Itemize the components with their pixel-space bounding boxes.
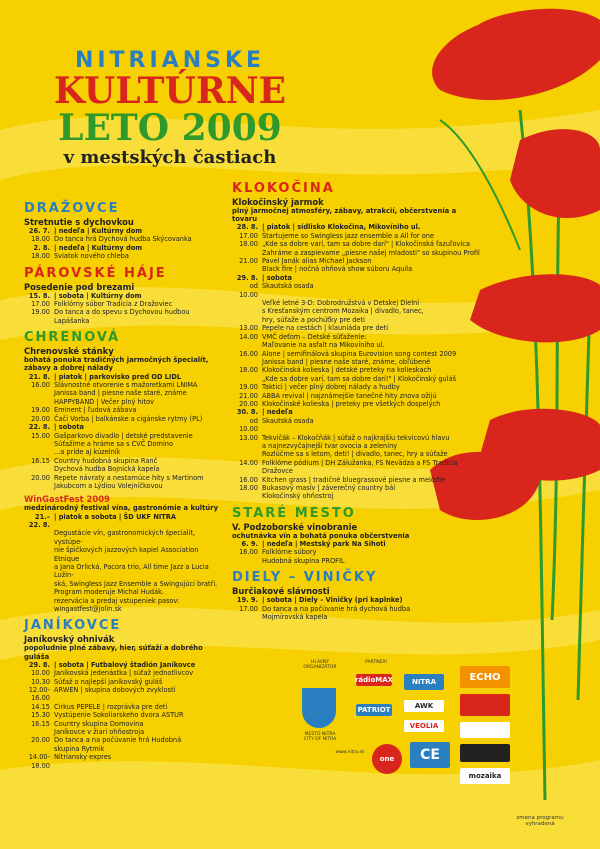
footnote: zmena programu vyhradená — [516, 815, 564, 827]
row-time — [232, 442, 262, 450]
schedule-row — [232, 257, 480, 265]
row-time: 15.30 — [31, 711, 50, 720]
row-time: 19. 9. — [236, 596, 258, 605]
row-time — [24, 398, 54, 406]
row-text: Janissa band | piesne naše staré, známe, obľúbené — [262, 357, 431, 366]
row-time — [24, 728, 54, 736]
schedule-row — [24, 235, 224, 243]
row-time: 18.00 — [31, 252, 50, 261]
row-time: 18.00 — [239, 484, 258, 492]
schedule-row — [24, 482, 224, 490]
schedule-row — [232, 450, 480, 458]
row-text: Do tanca a do spevu s Dychovou hudbou — [54, 308, 190, 317]
row-text: ABBA revival | najznámejšie tanečné hity znova ožijú — [262, 391, 437, 400]
section-drazovce — [24, 200, 224, 261]
row-time: 20.00 — [31, 414, 50, 423]
section-parovske-haje — [24, 265, 224, 326]
nitra-coat-of-arms-icon — [302, 688, 336, 728]
row-time: 26. 7. — [28, 227, 50, 235]
ce-logo: CE — [410, 742, 450, 768]
event-title: Janíkovský ohnivák — [24, 634, 115, 645]
schedule-row — [24, 474, 224, 482]
right-column — [232, 180, 480, 621]
row-text: Hudobná skupina PROFIL — [262, 556, 345, 565]
row-text: Mojmírovská kapela — [262, 613, 328, 622]
row-time — [232, 249, 262, 257]
schedule-row — [24, 753, 224, 770]
row-text: Čači Vorba | balkánske a cigánske rytmy (PL) — [54, 414, 203, 423]
row-text: Veľké letné 3-D: Dobrodružstvá v Detskej Dielni — [262, 299, 420, 308]
row-text: | sobota | Futbalový štadión Janíkovce — [54, 660, 196, 669]
row-time — [232, 307, 262, 315]
organizer-label: HLAVNÝ ORGANIZÁTOR — [303, 660, 337, 670]
partners-label: PARTNERI — [365, 660, 387, 665]
event-title: Chrenovské stánky — [24, 346, 114, 357]
date-row — [24, 373, 224, 381]
title-line-3: LETO 2009 — [58, 107, 282, 149]
row-time: 22. 8. — [28, 423, 50, 432]
event-title: Stretnutie s dychovkou — [24, 217, 134, 227]
row-text: | sobota | Kultúrny dom — [54, 291, 142, 300]
row-time — [232, 450, 262, 458]
date-row — [24, 513, 224, 530]
schedule-row — [24, 580, 224, 588]
row-text: Skautská osada — [262, 282, 314, 291]
row-text: Gašparkovo divadlo | detské predstavenie — [54, 431, 193, 440]
row-time — [24, 563, 54, 580]
row-time: 16.15 — [31, 719, 50, 728]
row-text: | piatok a sobota | ŠD UKF NITRA — [54, 512, 176, 521]
row-time: 28. 8. — [236, 223, 258, 232]
row-text: „Kde sa dobre varí, tam sa dobre darí" | Klokočinská fazuľovica — [262, 240, 470, 249]
row-time: od 10.00 — [239, 282, 258, 299]
row-text: Program moderuje Michal Hudák. — [54, 588, 165, 597]
schedule-row — [24, 308, 224, 316]
row-text: Lapášanka — [54, 316, 90, 325]
row-text: | nedeľa | Kultúrny dom — [54, 227, 143, 235]
row-time: 18.00 — [239, 240, 258, 249]
row-time — [24, 580, 54, 588]
schedule-row — [24, 406, 224, 414]
schedule-row — [232, 557, 480, 565]
date-row — [24, 661, 224, 669]
schedule-row — [24, 720, 224, 728]
section-heading: PÁROVSKÉ HÁJE — [24, 265, 167, 281]
city-label: MESTO NITRA CITY OF NITRA — [303, 732, 337, 742]
schedule-row — [232, 375, 480, 383]
schedule-row — [232, 316, 480, 324]
schedule-row — [232, 282, 480, 299]
date-row — [24, 423, 224, 431]
schedule-row — [232, 265, 480, 273]
row-text: rezervácia a predaj vstupeniek pasov: wingastfest@jolin.sk — [54, 596, 180, 614]
schedule-row — [24, 529, 224, 546]
section-heading: KLOKOČINA — [232, 181, 335, 196]
row-text: Janíkovská jedenástka | súťaž jednotlivcov — [54, 669, 194, 678]
row-time: 17.00 — [239, 604, 258, 613]
schedule-row — [24, 728, 224, 736]
title-line-4: v mestských častiach — [63, 147, 277, 168]
schedule-list — [24, 513, 224, 614]
section-heading: STARÉ MESTO — [232, 505, 356, 521]
schedule-row — [24, 381, 224, 389]
row-text: Repete návraty a nestarnúce hity s Martinom — [54, 473, 204, 482]
partner-logos — [300, 660, 530, 800]
schedule-row — [24, 252, 224, 260]
title-line-2: KULTÚRNE — [53, 70, 287, 112]
row-text: Pavel Janák alias Michael Jackson — [262, 257, 372, 266]
row-text: Cirkus PEPELE | rozprávka pre deti — [54, 702, 168, 711]
row-text: ská, Swingless Jazz Ensemble a Swingujúci bratři. — [54, 579, 218, 588]
schedule-row — [232, 417, 480, 434]
row-text: skupina Rytmik — [54, 744, 105, 753]
schedule-row — [24, 711, 224, 719]
row-text: ARWEN | skupina dobových zvyklostí — [54, 686, 176, 695]
row-time — [232, 299, 262, 307]
row-text: | piatok | parkovisko pred OD LIDL — [54, 372, 182, 381]
partner-logo-white — [460, 722, 510, 738]
row-time — [232, 492, 262, 500]
row-time: 14.00 — [239, 332, 258, 341]
schedule-row — [24, 597, 224, 614]
poster-title — [0, 48, 340, 169]
row-time — [24, 389, 54, 397]
row-text: Slávnostné otvorenie s mažoretkami LNIMA — [54, 381, 198, 390]
row-time: 21.00 — [239, 391, 258, 400]
schedule-row — [232, 400, 480, 408]
event-subtitle: plný jarmočnej atmosféry, zábavy, atrakcií, občerstvenia a tovaru — [232, 207, 457, 224]
schedule-row — [24, 686, 224, 703]
row-time: 16.00 — [239, 548, 258, 557]
row-text: Janissa band | piesne naše staré, známe — [54, 389, 187, 398]
row-text: Do tanca a na počúvanie hrá dychová hudba — [262, 604, 411, 613]
web-label: www.nitra.sk — [335, 750, 365, 755]
row-time: 14.00-18.00 — [28, 753, 50, 770]
row-time: 14.15 — [31, 702, 50, 711]
row-time — [24, 529, 54, 546]
schedule-row — [24, 440, 224, 448]
section-janikovce — [24, 617, 224, 770]
row-time — [232, 341, 262, 349]
row-text: Bukasový masív | záverečný country bál — [262, 484, 396, 492]
row-text: Eminent | ľudová zábava — [54, 406, 137, 415]
row-time: 18.00 — [239, 366, 258, 375]
schedule-row — [24, 745, 224, 753]
row-time: 19.00 — [31, 308, 50, 317]
row-time — [24, 465, 54, 473]
row-time: 10.30 — [31, 677, 50, 686]
row-text: Vystúpenie Sokoliarskeho dvora ASTUR — [54, 711, 184, 720]
schedule-list — [24, 227, 224, 261]
row-text: Pepele na cestách | klauniáda pre deti — [262, 324, 389, 333]
row-time — [24, 317, 54, 325]
row-time: 30. 8. — [236, 408, 258, 417]
row-time — [24, 482, 54, 490]
schedule-row — [232, 492, 480, 500]
row-text: | sobota | Diely – Viničky (pri kaplnke) — [262, 596, 403, 605]
row-time: 21. 8. — [28, 372, 50, 381]
section-stare-mesto — [232, 505, 480, 565]
schedule-list — [232, 540, 480, 565]
row-time — [232, 265, 262, 273]
schedule-row — [24, 588, 224, 596]
schedule-row — [232, 341, 480, 349]
event-title: WinGastFest 2009 — [24, 494, 110, 505]
section-heading: DIELY – VINIČKY — [232, 570, 378, 586]
schedule-row — [232, 324, 480, 332]
section-wingastfest — [24, 494, 224, 613]
schedule-row — [232, 613, 480, 621]
schedule-row — [232, 333, 480, 341]
row-text: | sobota — [262, 273, 293, 282]
section-heading: DRAŽOVCE — [24, 201, 120, 216]
schedule-row — [24, 448, 224, 456]
schedule-list — [24, 292, 224, 326]
row-text: Black fire | nočná ohňová show súboru Aquila — [262, 265, 413, 274]
row-time: 20.00 — [31, 736, 50, 745]
row-time — [232, 316, 262, 324]
row-text: Sviatok nového chleba — [54, 252, 129, 261]
schedule-row — [232, 350, 480, 358]
section-diely-vinicky — [232, 569, 480, 621]
row-text: a najnezvyčajnejší tvar ovocia a zeleniny — [262, 441, 398, 450]
row-text: | piatok | sídlisko Klokočina, Mikovíniho ul. — [262, 223, 421, 232]
row-time: 16.00 — [239, 475, 258, 484]
row-time: 20.00 — [239, 399, 258, 408]
row-text: „Kde sa dobre varí, tam sa dobre darí!" | Klokočinský guláš — [262, 374, 457, 383]
title-line-1: NITRIANSKE — [74, 48, 266, 73]
row-time: 19.00 — [31, 406, 50, 415]
schedule-row — [24, 389, 224, 397]
row-text: Do tanca a na počúvanie hrá Hudobná — [54, 736, 182, 745]
patriot-logo: PATRIOT — [357, 706, 391, 714]
row-text: Maľovanie na asfalt na Mikovíniho ul. — [262, 341, 385, 350]
schedule-row — [232, 434, 480, 442]
section-klokocina — [232, 180, 480, 501]
section-chrenova — [24, 329, 224, 490]
date-row — [232, 274, 480, 282]
date-row — [232, 408, 480, 416]
schedule-row — [232, 605, 480, 613]
row-text: Jakubcom a Lýdiou Volejníčkovou — [54, 481, 163, 490]
row-time: 20.00 — [31, 473, 50, 482]
echo-logo: ECHO — [460, 666, 510, 688]
row-time: 17.00 — [239, 231, 258, 240]
schedule-row — [24, 736, 224, 744]
schedule-row — [232, 392, 480, 400]
row-text: Rozlúčme sa s letom, deti! | divadlo, tanec, hry a súťaže — [262, 450, 448, 459]
schedule-row — [232, 383, 480, 391]
row-text: a Jana Orlická, Pacora trio, All time Jazz a Lucia Lužin- — [54, 562, 209, 580]
row-text: Taktici | večer plný dobrej nálady a hudby — [262, 383, 400, 392]
row-text: HAPPYBAND | Večer plný hitov — [54, 397, 155, 406]
row-time: 13.00 — [239, 433, 258, 442]
event-subtitle: ochutnávka vín a bohatá ponuka občerstvenia — [232, 531, 410, 540]
schedule-list — [232, 596, 480, 621]
date-row — [232, 596, 480, 604]
schedule-row — [232, 358, 480, 366]
row-time: 16.15 — [31, 456, 50, 465]
row-text: hry, súťaže a pochúťky pre deti — [262, 315, 365, 324]
row-text: Country hudobná skupina Ranč — [54, 456, 158, 465]
row-time: 16.00 — [239, 349, 258, 358]
row-text: Nitriansky expres — [54, 753, 112, 762]
row-text: | nedeľa | Kultúrny dom — [54, 243, 143, 252]
row-text: ...a príde aj kúzelník — [54, 448, 121, 457]
row-time: 19.00 — [239, 383, 258, 392]
radiomax-logo: rádioMAX — [354, 676, 394, 684]
row-text: | nedeľa — [262, 408, 293, 417]
row-time — [232, 557, 262, 565]
schedule-row — [232, 307, 480, 315]
date-row — [24, 292, 224, 300]
row-text: nie špičkových jazzových kapiel Association Etnique — [54, 546, 199, 563]
row-time — [24, 448, 54, 456]
row-text: Klokočinská kolieska | detské preteky na kolieskach — [262, 366, 432, 375]
row-time: 15. 8. — [28, 291, 50, 300]
row-time: 29. 8. — [236, 273, 258, 282]
date-row — [24, 244, 224, 252]
row-time: 10.00 — [31, 669, 50, 678]
event-subtitle: medzinárodný festival vína, gastronómie a kultúry — [24, 504, 219, 513]
awk-logo: AWK — [404, 700, 444, 712]
schedule-row — [232, 232, 480, 240]
schedule-row — [24, 432, 224, 440]
row-time — [232, 358, 262, 366]
event-subtitle: bohatá ponuka tradičných jarmočných špecialít, zábavy a dobrej nálady — [24, 356, 209, 373]
row-time — [24, 440, 54, 448]
row-text: Súťaž o najlepší janíkovský guláš — [54, 677, 163, 686]
row-time — [24, 588, 54, 596]
row-text: | nedeľa | Mestský park Na Sihoti — [262, 540, 386, 549]
schedule-row — [232, 548, 480, 556]
row-time: od 10.00 — [239, 416, 258, 434]
row-text: | sobota — [54, 423, 85, 432]
row-time — [24, 745, 54, 753]
row-text: Klokočinský ohňostroj — [262, 492, 334, 501]
event-title: Klokočinský jarmok — [232, 197, 324, 207]
row-time — [24, 546, 54, 563]
schedule-row — [24, 669, 224, 677]
section-heading: JANÍKOVCE — [24, 618, 122, 634]
mozaika-logo: mozaika — [460, 768, 510, 784]
date-row — [232, 540, 480, 548]
event-title: V. Podzoborské vinobranie — [232, 521, 358, 532]
partner-logo-red — [460, 694, 510, 716]
schedule-row — [232, 459, 480, 476]
schedule-row — [24, 703, 224, 711]
schedule-row — [24, 317, 224, 325]
row-text: Folklórne pódium | DH Zálužanka, FS Nevädza a FS Tradícia Dražovce — [262, 458, 458, 476]
row-time — [232, 613, 262, 621]
row-time: 16.00 — [31, 381, 50, 390]
schedule-row — [24, 398, 224, 406]
schedule-row — [232, 249, 480, 257]
row-text: Folklórny súbor Tradícia z Dražoviec — [54, 300, 173, 309]
row-text: Janíkovce v žiari ohňostroja — [54, 728, 145, 737]
row-time: 6. 9. — [241, 540, 258, 549]
row-text: Tekvičák – Klokočňák | súťaž o najkrajšiu tekvicovú hlavu — [262, 433, 450, 442]
row-time: 21.–22. 8. — [28, 512, 50, 529]
nitra-logo: NITRA — [404, 674, 444, 690]
row-time: 2. 8. — [33, 243, 50, 252]
row-text: Do tanca hrá Dychová hudba Skýcovanka — [54, 235, 192, 244]
schedule-row — [24, 415, 224, 423]
row-text: VMČ deťom – Detské súťaženie: — [262, 332, 367, 341]
schedule-row — [24, 457, 224, 465]
row-text: Folklórne súbory — [262, 548, 317, 557]
row-text: Country skupina Domovina — [54, 719, 144, 728]
schedule-row — [232, 240, 480, 248]
row-time: 18.00 — [31, 235, 50, 244]
row-text: Dychová hudba Bojnická kapela — [54, 465, 160, 474]
row-text: Klokočinské kolieska | preteky pre všetkých dospelých — [262, 399, 441, 408]
row-time — [232, 375, 262, 383]
section-heading: CHRENOVÁ — [24, 330, 121, 346]
row-text: Štartujeme so Swingless jazz ensemble a All for one — [262, 231, 434, 240]
schedule-row — [232, 476, 480, 484]
partner-logo-black — [460, 744, 510, 762]
row-text: Degustácie vín, gastronomických špecialít, vystúpe- — [54, 529, 196, 546]
event-title: Posedenie pod brezami — [24, 281, 135, 292]
one-logo: one — [372, 744, 402, 774]
schedule-row — [24, 300, 224, 308]
date-row — [232, 223, 480, 231]
row-text: Kitchen grass | tradičné bluegrassové piesne a melódie — [262, 475, 445, 484]
event-title: Burčiakové slávnosti — [232, 586, 330, 597]
row-time: 29. 8. — [28, 660, 50, 669]
schedule-row — [24, 546, 224, 563]
schedule-row — [24, 465, 224, 473]
row-time: 13.00 — [239, 324, 258, 333]
schedule-list — [24, 373, 224, 491]
row-time: 14.00 — [239, 458, 258, 467]
row-text: Zahráme a zaspievame „piesne našej mladosti" so skupinou Profil — [262, 248, 480, 257]
schedule-list — [232, 223, 480, 500]
row-text: Súťažíme a hráme sa s CVČ Domino — [54, 439, 173, 448]
schedule-list — [24, 661, 224, 770]
row-text: s Kresťanským centrom Mozaika | divadlo, tanec, — [262, 307, 424, 316]
row-text: Alone | semifinálová skupina Eurovision song contest 2009 — [262, 349, 457, 358]
date-row — [24, 227, 224, 235]
row-time: 17.00 — [31, 300, 50, 309]
left-column — [24, 200, 224, 770]
event-subtitle: popoludnie plné zábavy, hier, súťaží a dobrého guláša — [24, 644, 203, 661]
veolia-logo: VEOLIA — [404, 720, 444, 732]
schedule-row — [24, 563, 224, 580]
row-time — [24, 597, 54, 614]
row-time: 21.00 — [239, 257, 258, 266]
schedule-row — [232, 366, 480, 374]
row-time: 15.00 — [31, 431, 50, 440]
schedule-row — [232, 484, 480, 492]
row-text: Skautská osada — [262, 416, 314, 425]
schedule-row — [24, 678, 224, 686]
row-time: 12.00-16.00 — [28, 686, 50, 703]
